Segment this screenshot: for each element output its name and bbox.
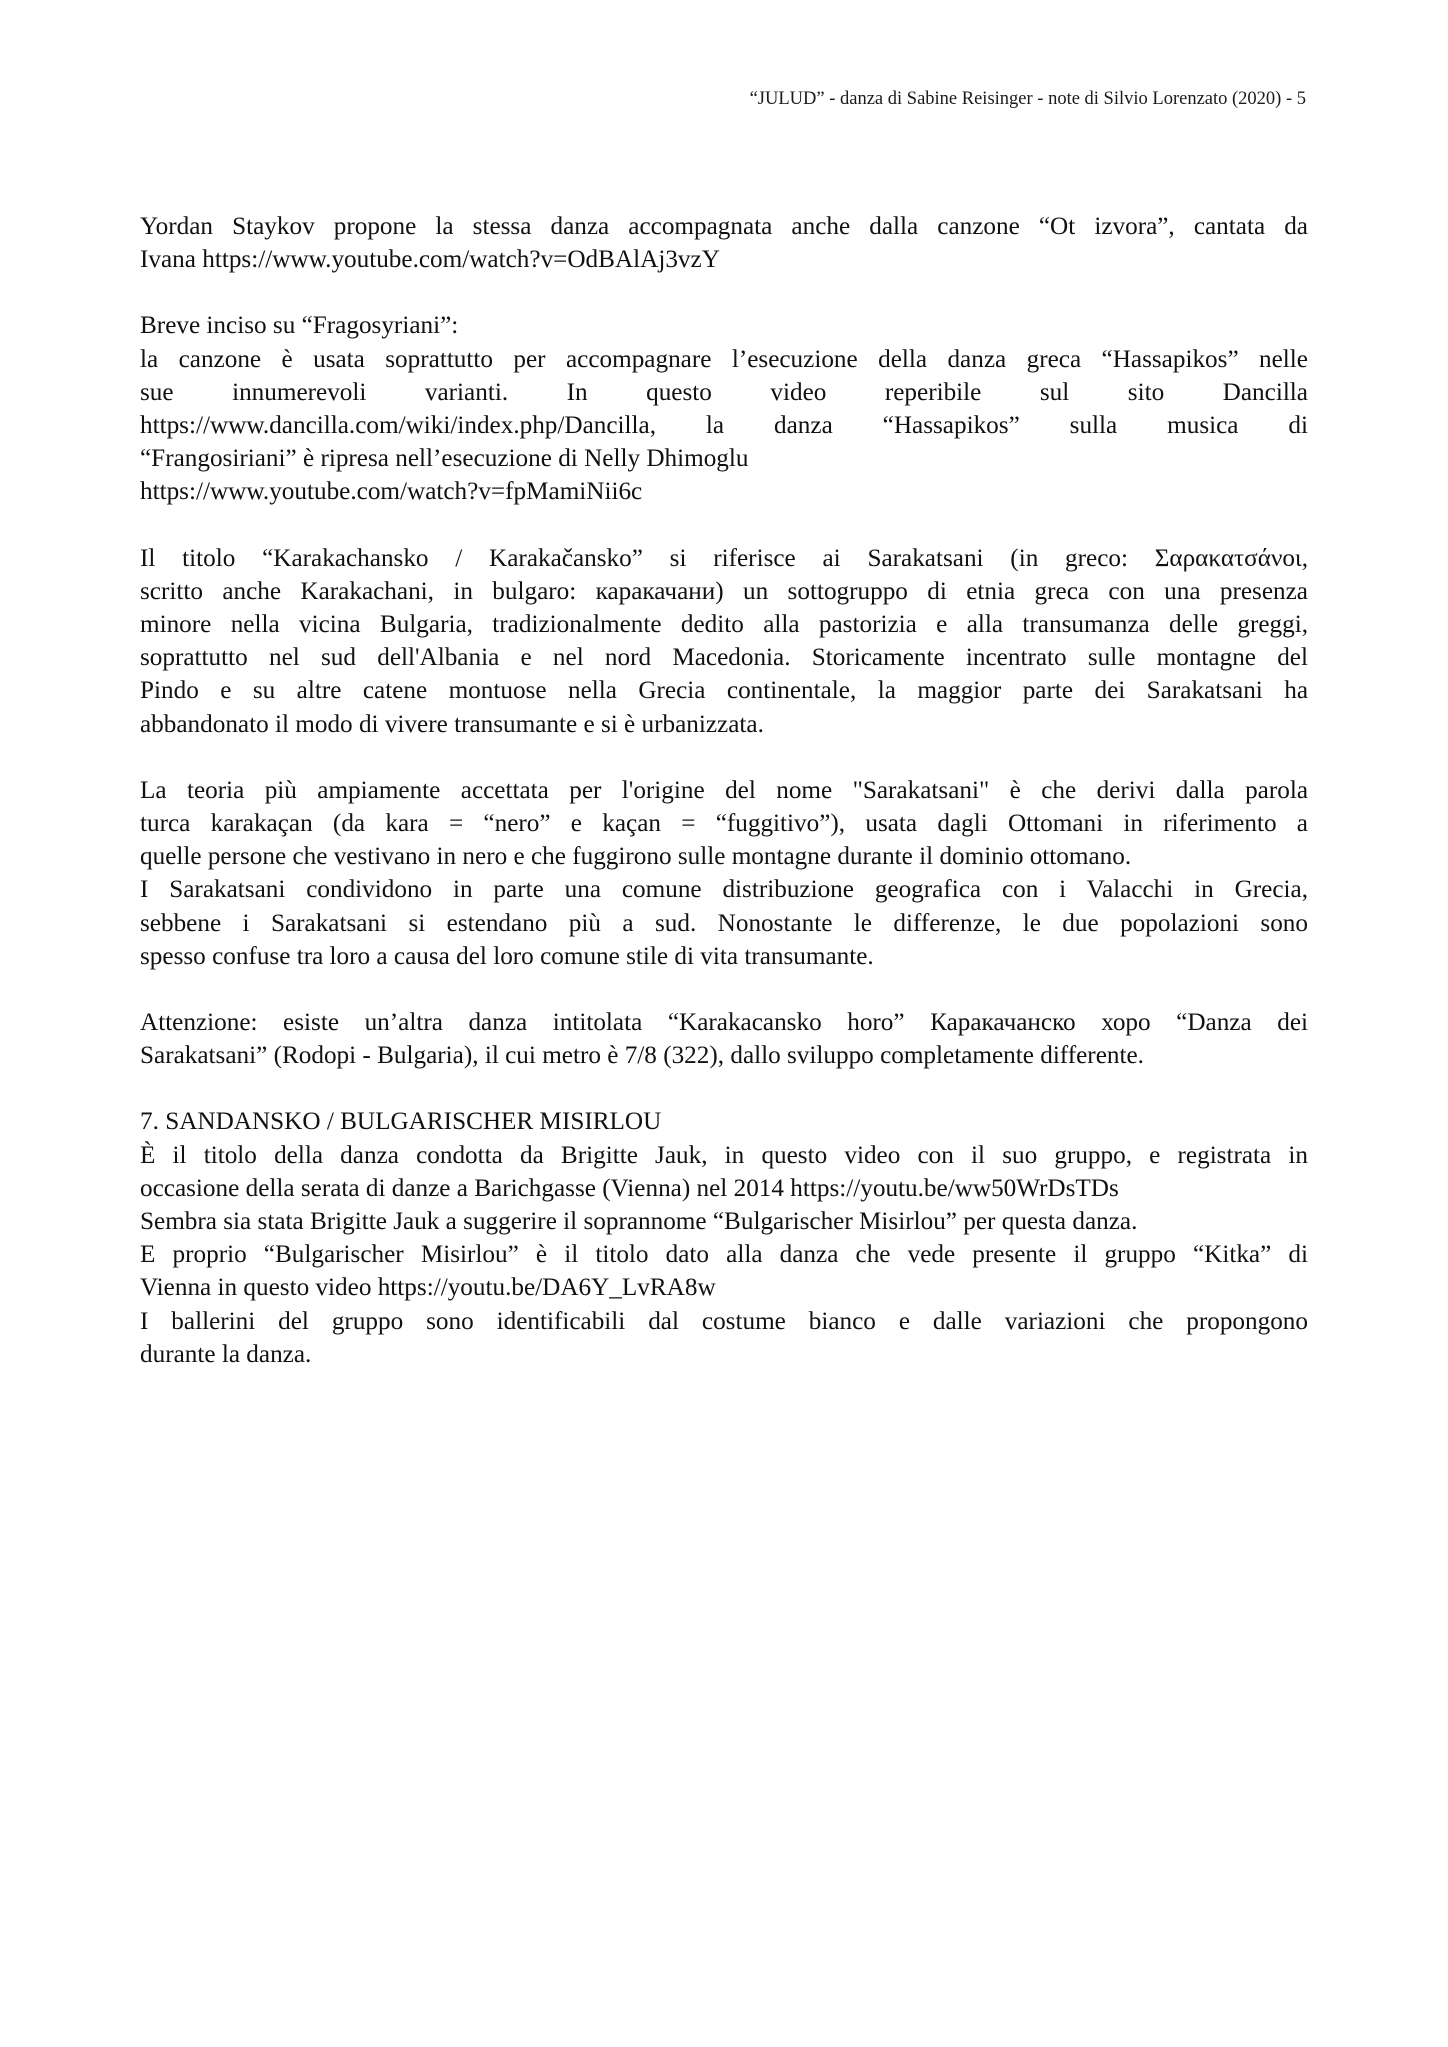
- paragraph-name-origin: [140, 774, 1308, 973]
- paragraph-spacer: [140, 973, 1308, 1006]
- text-line: soprattutto nel sud dell'Albania e nel nord Macedonia. Storicamente incentrato sulle montagne del: [140, 644, 1308, 672]
- text-line: Pindo e su altre catene montuose nella Grecia continentale, la maggior parte dei Sarakatsani ha: [140, 677, 1308, 705]
- text-line: sue innumerevoli varianti. In questo video reperibile sul sito Dancilla: [140, 378, 1308, 406]
- page-body: [140, 210, 1308, 1371]
- text-line: sebbene i Sarakatsani si estendano più a sud. Nonostante le differenze, le due popolazioni sono: [140, 909, 1308, 937]
- text-line: È il titolo della danza condotta da Brigitte Jauk, in questo video con il suo gruppo, e registrata in: [140, 1141, 1308, 1169]
- text-line: E proprio “Bulgarischer Misirlou” è il titolo dato alla danza che vede presente il gruppo “Kitka” di: [140, 1241, 1308, 1269]
- text-line: Sembra sia stata Brigitte Jauk a suggerire il soprannome “Bulgarischer Misirlou” per questa danza.: [140, 1208, 1138, 1236]
- text-line: Attenzione: esiste un’altra danza intitolata “Karakacansko horo” Каракачанско хоро “Danza dei: [140, 1009, 1308, 1037]
- text-line-with-link[interactable]: Ivana https://www.youtube.com/watch?v=OdBAlAj3vzY: [140, 246, 720, 274]
- text-line: la canzone è usata soprattutto per accompagnare l’esecuzione della danza greca “Hassapikos” nelle: [140, 345, 1308, 373]
- paragraph-fragosyriani: [140, 309, 1308, 508]
- link-line[interactable]: https://www.youtube.com/watch?v=fpMamiNii6c: [140, 478, 643, 506]
- text-line: turca karakaçan (da kara = “nero” e kaçan = “fuggitivo”), usata dagli Ottomani in riferimento a: [140, 810, 1308, 838]
- running-header: “JULUD” - danza di Sabine Reisinger - note di Silvio Lorenzato (2020) - 5: [749, 89, 1306, 109]
- text-line: abbandonato il modo di vivere transumante e si è urbanizzata.: [140, 710, 764, 738]
- paragraph-attention-note: [140, 1006, 1308, 1072]
- paragraph-ot-izvora: [140, 210, 1308, 276]
- text-line-with-link[interactable]: occasione della serata di danze a Barichgasse (Vienna) nel 2014 https://youtu.be/ww50WrDsTDs: [140, 1174, 1119, 1202]
- paragraph-spacer: [140, 276, 1308, 309]
- paragraph-karakachansko-title: [140, 542, 1308, 741]
- text-line: “Frangosiriani” è ripresa nell’esecuzione di Nelly Dhimoglu: [140, 445, 749, 473]
- text-line: I ballerini del gruppo sono identificabili dal costume bianco e dalle variazioni che propongono: [140, 1307, 1308, 1335]
- section-heading: 7. SANDANSKO / BULGARISCHER MISIRLOU: [140, 1108, 662, 1136]
- text-line: durante la danza.: [140, 1340, 312, 1368]
- text-line: quelle persone che vestivano in nero e che fuggirono sulle montagne durante il dominio ottomano.: [140, 843, 1132, 871]
- paragraph-spacer: [140, 741, 1308, 774]
- text-line: minore nella vicina Bulgaria, tradizionalmente dedito alla pastorizia e alla transumanza delle greggi,: [140, 611, 1308, 639]
- section-7-sandansko: [140, 1105, 1308, 1371]
- text-line: spesso confuse tra loro a causa del loro comune stile di vita transumante.: [140, 942, 874, 970]
- paragraph-spacer: [140, 1072, 1308, 1105]
- text-line: Il titolo “Karakachansko / Karakačansko” si riferisce ai Sarakatsani (in greco: Σαρακατσάνοι,: [140, 544, 1308, 572]
- text-line: scritto anche Karakachani, in bulgaro: каракачани) un sottogruppo di etnia greca con una presenza: [140, 577, 1308, 605]
- text-line: Yordan Staykov propone la stessa danza accompagnata anche dalla canzone “Ot izvora”, cantata da: [140, 213, 1308, 240]
- text-line-with-link[interactable]: Vienna in questo video https://youtu.be/DA6Y_LvRA8w: [140, 1274, 716, 1302]
- text-line: Sarakatsani” (Rodopi - Bulgaria), il cui metro è 7/8 (322), dallo sviluppo completamente differente.: [140, 1042, 1144, 1070]
- text-line: La teoria più ampiamente accettata per l'origine del nome "Sarakatsani" è che derivi dalla parola: [140, 776, 1308, 804]
- paragraph-spacer: [140, 509, 1308, 542]
- text-line: I Sarakatsani condividono in parte una comune distribuzione geografica con i Valacchi in Grecia,: [140, 876, 1308, 904]
- text-line-with-link[interactable]: https://www.dancilla.com/wiki/index.php/Dancilla, la danza “Hassapikos” sulla musica di: [140, 412, 1308, 440]
- paragraph-title: Breve inciso su “Fragosyriani”:: [140, 312, 459, 340]
